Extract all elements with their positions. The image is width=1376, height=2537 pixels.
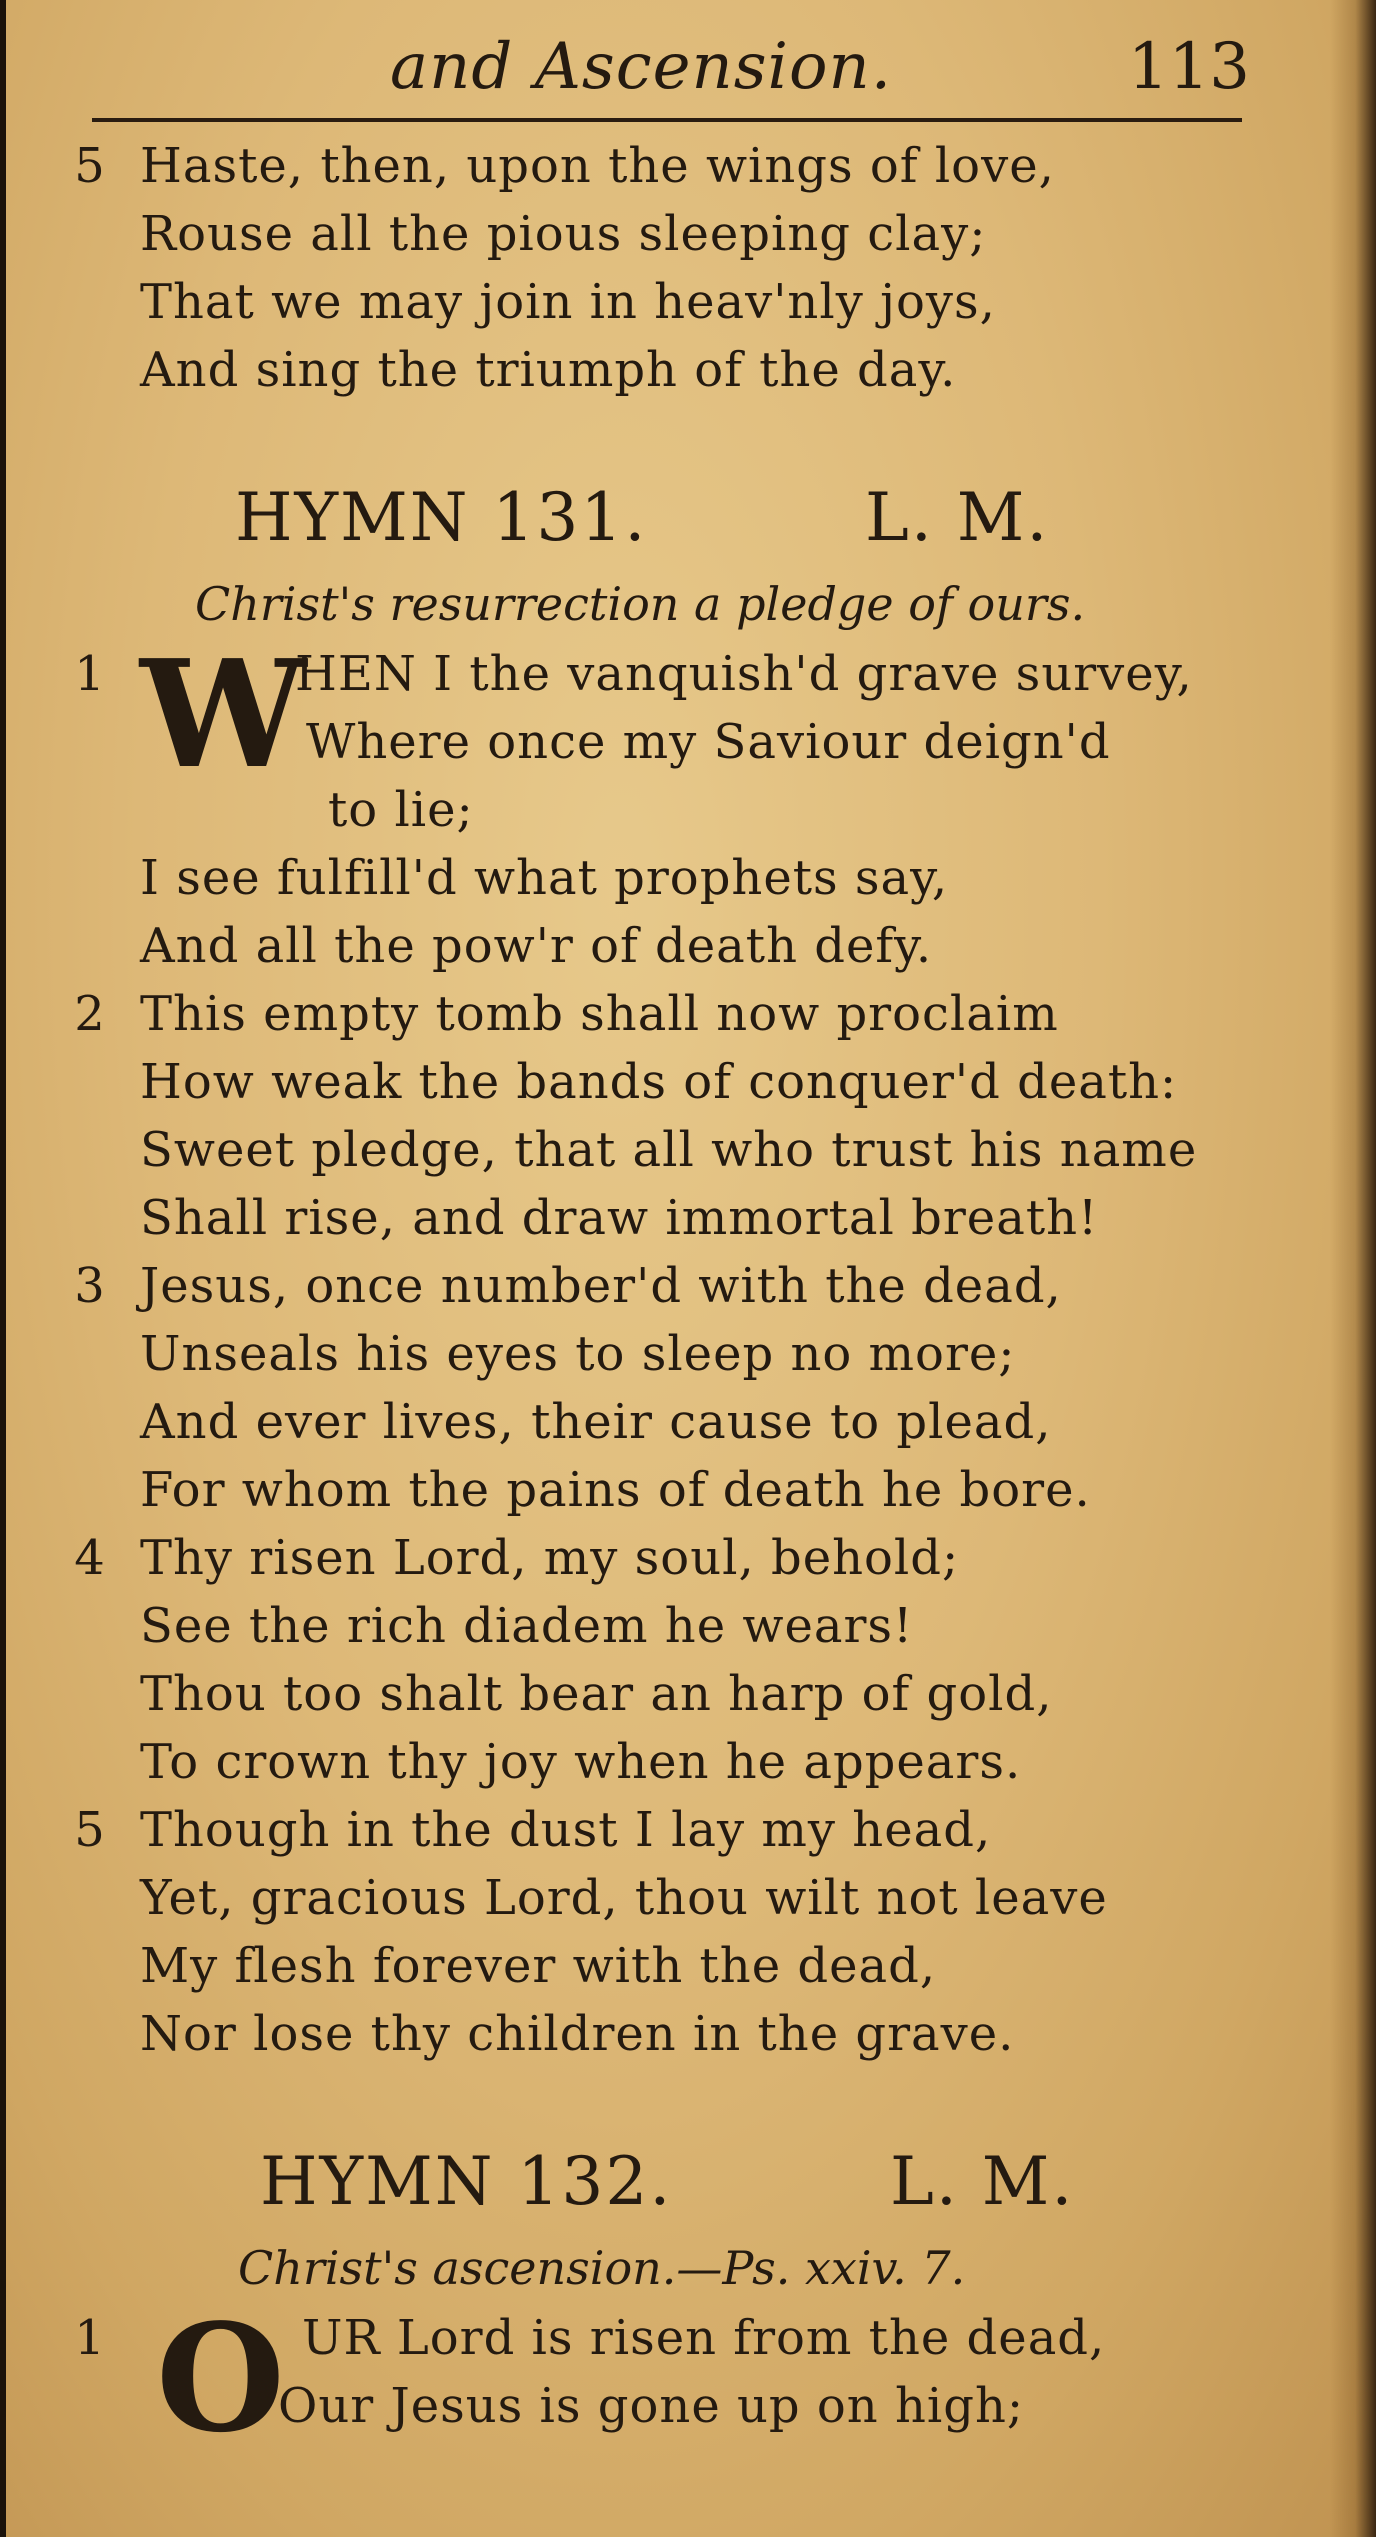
header-rule <box>92 118 1242 122</box>
stanza-1 <box>70 2291 1270 2465</box>
verse-line <box>70 980 1270 1048</box>
verse-line <box>70 1116 1270 1184</box>
verse-line <box>70 1660 1270 1728</box>
stanza-number: 2 <box>74 986 106 1042</box>
stanza-number: 4 <box>74 1530 106 1586</box>
stanza-number: 5 <box>74 138 106 194</box>
verse-text: This empty tomb shall now proclaim <box>140 986 1059 1042</box>
hymn-meter: L. M. <box>890 2143 1075 2220</box>
hymn-meter: L. M. <box>865 479 1050 556</box>
verse-line <box>70 1320 1270 1388</box>
verse-text: to lie; <box>328 782 474 838</box>
verse-line <box>70 1388 1270 1456</box>
verse-text: I see fulfill'd what prophets say, <box>140 850 949 906</box>
verse-text: Unseals his eyes to sleep no more; <box>140 1326 1016 1382</box>
verse-text: Haste, then, upon the wings of love, <box>140 138 1055 194</box>
hymn-132 <box>70 2132 1270 2465</box>
verse-text: That we may join in heav'nly joys, <box>140 274 996 330</box>
verse-line <box>70 1524 1270 1592</box>
verse-line <box>70 708 1270 776</box>
verse-text: And ever lives, their cause to plead, <box>140 1394 1052 1450</box>
verse-line <box>70 2000 1270 2068</box>
stanza-1 <box>70 627 1270 980</box>
stanza-number: 3 <box>74 1258 106 1314</box>
verse-text: See the rich diadem he wears! <box>140 1598 914 1654</box>
verse-text: Where once my Saviour deign'd <box>306 714 1111 770</box>
stanza-number: 1 <box>74 646 106 702</box>
verse-line <box>70 640 1270 708</box>
verse-text: My flesh forever with the dead, <box>140 1938 937 1994</box>
verse-line <box>70 132 1270 200</box>
page-number: 113 <box>1127 30 1250 104</box>
hymn-131 <box>70 468 1270 2068</box>
verse-text: For whom the pains of death he bore. <box>140 1462 1091 1518</box>
stanza-4 <box>70 1524 1270 1796</box>
verse-text: UR Lord is risen from the dead, <box>302 2310 1106 2366</box>
verse-text: Sweet pledge, that all who trust his name <box>140 1122 1198 1178</box>
verse-line <box>70 2372 1270 2440</box>
verse-line <box>70 912 1270 980</box>
verse-line <box>70 1932 1270 2000</box>
verse-line <box>70 1456 1270 1524</box>
drop-cap: O <box>156 2291 285 2465</box>
stanza-number: 1 <box>74 2310 106 2366</box>
verse-line <box>70 1592 1270 1660</box>
hymn-subtitle-text: Christ's ascension.—Ps. xxiv. 7. <box>238 2241 966 2295</box>
verse-text: To crown thy joy when he appears. <box>140 1734 1022 1790</box>
verse-line <box>70 1048 1270 1116</box>
verse-text: Yet, gracious Lord, thou wilt not leave <box>140 1870 1108 1926</box>
hymn-subtitle-text: Christ's resurrection a pledge of ours. <box>195 577 1086 631</box>
verse-line <box>70 776 1270 844</box>
hymn-heading <box>70 2132 1270 2232</box>
verse-text: Thy risen Lord, my soul, behold; <box>140 1530 960 1586</box>
verse-line <box>70 2304 1270 2372</box>
verse-text: Shall rise, and draw immortal breath! <box>140 1190 1099 1246</box>
hymn-title: HYMN 132. <box>260 2143 673 2220</box>
drop-cap: W <box>140 627 307 801</box>
verse-line <box>70 268 1270 336</box>
verse-line <box>70 200 1270 268</box>
stanza-3 <box>70 1252 1270 1524</box>
verse-text: HEN I the vanquish'd grave survey, <box>295 646 1193 702</box>
verse-line <box>70 1252 1270 1320</box>
verse-line <box>70 844 1270 912</box>
verse-line <box>70 336 1270 404</box>
running-title: and Ascension. <box>390 30 893 104</box>
verse-line <box>70 1796 1270 1864</box>
verse-line <box>70 1184 1270 1252</box>
verse-text: And all the pow'r of death defy. <box>140 918 933 974</box>
verse-line <box>70 1728 1270 1796</box>
verse-text: Rouse all the pious sleeping clay; <box>140 206 987 262</box>
page-content <box>70 132 1270 2465</box>
verse-text: Our Jesus is gone up on high; <box>278 2378 1025 2434</box>
verse-text: How weak the bands of conquer'd death: <box>140 1054 1178 1110</box>
verse-text: Jesus, once number'd with the dead, <box>140 1258 1062 1314</box>
book-spine-shadow <box>1330 0 1376 2537</box>
stanza-2 <box>70 980 1270 1252</box>
verse-text: Though in the dust I lay my head, <box>140 1802 992 1858</box>
hymn-title: HYMN 131. <box>235 479 648 556</box>
verse-text: Nor lose thy children in the grave. <box>140 2006 1015 2062</box>
stanza-5 <box>70 1796 1270 2068</box>
page-left-edge <box>0 0 6 2537</box>
hymn-heading <box>70 468 1270 568</box>
stanza-number: 5 <box>74 1802 106 1858</box>
verse-text: And sing the triumph of the day. <box>140 342 957 398</box>
verse-text: Thou too shalt bear an harp of gold, <box>140 1666 1053 1722</box>
page-header <box>90 22 1250 112</box>
continued-stanza <box>70 132 1270 404</box>
verse-line <box>70 1864 1270 1932</box>
